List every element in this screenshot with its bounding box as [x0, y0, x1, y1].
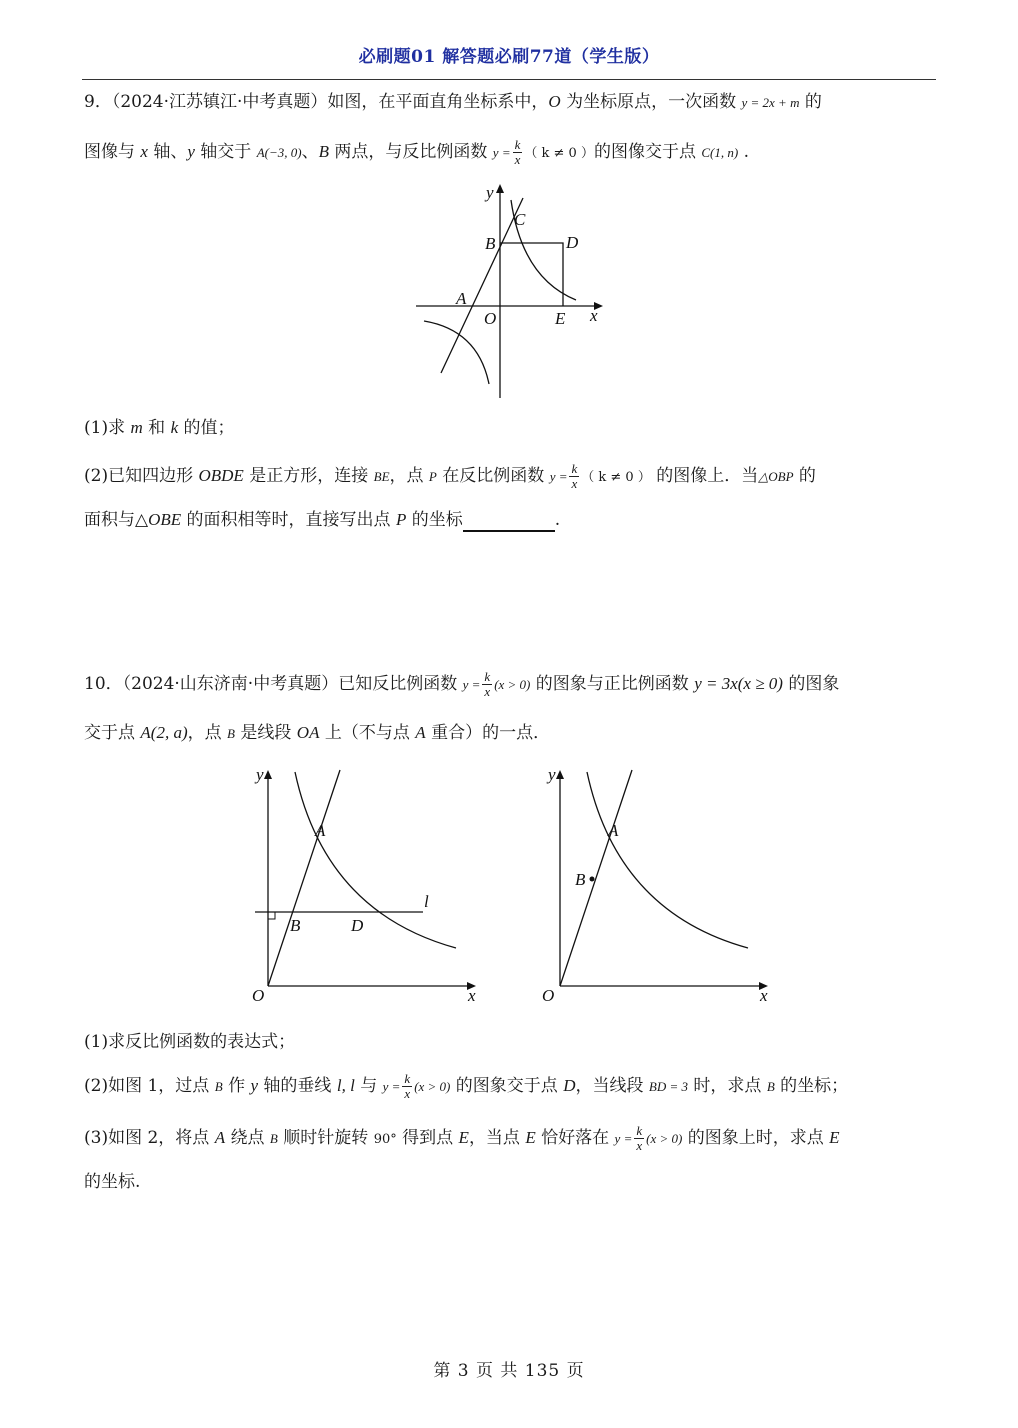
point-b: B	[227, 726, 235, 741]
text: 的坐标；	[774, 1076, 849, 1096]
linear-graph	[441, 198, 523, 373]
text: 的图象	[782, 674, 840, 694]
label-x: x	[760, 986, 768, 1005]
text: 轴、	[147, 142, 188, 162]
point-b: B	[318, 142, 329, 161]
point-a: A	[214, 1128, 226, 1147]
q9-intro: 9．（2024·江苏镇江·中考真题）如图，在平面直角坐标系中，	[84, 92, 549, 112]
hyperbola-branch-left	[424, 321, 489, 384]
var-p: P	[428, 469, 437, 484]
condition: (x > 0)	[494, 677, 531, 692]
segment-oa: OA	[296, 723, 320, 742]
text: 的图像上．当	[650, 466, 759, 486]
condition: （ k ≠ 0 ）	[581, 470, 651, 485]
fraction-k-over-x	[482, 670, 492, 699]
q10-line2	[84, 721, 550, 746]
frac-den: x	[484, 684, 491, 699]
text: 交于点	[84, 723, 141, 743]
y-arrow	[496, 184, 504, 193]
line-l: l, l	[336, 1076, 355, 1095]
q10-figure-2	[532, 762, 782, 1012]
text: 图像与	[84, 142, 141, 162]
text: .	[554, 510, 561, 530]
origin-symbol: O	[548, 92, 561, 111]
var-obp: △OBP	[758, 469, 794, 484]
point-d: D	[563, 1076, 576, 1095]
label-y: y	[548, 765, 556, 784]
y-equals: y =	[462, 677, 481, 692]
text: 是线段	[234, 723, 297, 743]
text: 轴的垂线	[258, 1076, 337, 1096]
label-d: D	[351, 916, 364, 935]
fraction-k-over-x	[402, 1072, 412, 1101]
label-x: x	[590, 306, 598, 325]
point-b: B	[766, 1079, 775, 1094]
q10-part1	[84, 1030, 295, 1054]
text: 上（不与点	[319, 723, 416, 743]
linear-function: y = 2x + m	[741, 95, 800, 110]
q9-line1	[84, 90, 822, 115]
frac-den: x	[404, 1086, 411, 1101]
label-c: C	[514, 210, 526, 229]
label-a: A	[315, 821, 326, 840]
y-equals: y =	[614, 1131, 633, 1146]
text: 的图象交于点	[450, 1076, 564, 1096]
text: 的	[793, 466, 816, 486]
point-e: E	[525, 1128, 536, 1147]
text: (1)求	[84, 418, 131, 438]
point-e: E	[829, 1128, 840, 1147]
proportional-function: y = 3x	[694, 674, 738, 693]
var-x: x	[140, 142, 148, 161]
proportional-line	[268, 770, 340, 986]
text: (3)如图 2，将点	[84, 1128, 215, 1148]
text: 的图像交于点	[593, 142, 702, 162]
condition: (x > 0)	[646, 1131, 683, 1146]
q10-part3-line1	[84, 1124, 840, 1153]
text: (1)求反比例函数的表达式；	[84, 1032, 296, 1052]
text: 轴交于	[194, 142, 257, 162]
point-b: B	[214, 1079, 223, 1094]
text: 为坐标原点，一次函数	[560, 92, 742, 112]
text: ，当线段	[575, 1076, 649, 1096]
var-m: m	[130, 418, 143, 437]
q10-part2	[84, 1072, 848, 1101]
right-angle-mark	[268, 912, 275, 919]
label-o: O	[542, 986, 555, 1005]
y-equals: y =	[549, 469, 568, 484]
page-header: 必刷题01 解答题必刷77道（学生版）	[358, 47, 660, 67]
fraction-k-over-x	[634, 1124, 644, 1153]
point-b-dot	[590, 877, 595, 882]
text: ，点	[187, 723, 228, 743]
text: (2)如图 1，过点	[84, 1076, 215, 1096]
label-e: E	[555, 309, 566, 328]
text: 绕点	[225, 1128, 270, 1148]
text: 两点，与反比例函数	[328, 142, 493, 162]
label-y: y	[486, 183, 494, 202]
text: ，点	[389, 466, 429, 486]
q9-part2-line1	[84, 462, 816, 491]
point-e: E	[458, 1128, 469, 1147]
text: 、	[301, 142, 319, 162]
text: 的图象上时，求点	[682, 1128, 830, 1148]
text: 在反比例函数	[436, 466, 550, 486]
label-o: O	[252, 986, 265, 1005]
label-l: l	[424, 892, 429, 911]
label-b: B	[485, 234, 496, 253]
fraction-k-over-x	[513, 138, 523, 167]
condition: (x ≥ 0)	[737, 674, 783, 693]
text: 顺时针旋转	[277, 1128, 374, 1148]
q10-figure-1	[240, 762, 490, 1012]
var-y: y	[187, 142, 195, 161]
point-a: A	[415, 723, 426, 742]
y-equals: y =	[492, 145, 511, 160]
label-x: x	[468, 986, 476, 1005]
text: 重合）的一点．	[425, 723, 551, 743]
angle-90: 90°	[373, 1132, 397, 1147]
label-a: A	[608, 821, 619, 840]
point-a: A(2, a)	[140, 723, 188, 742]
square-obde	[500, 243, 563, 306]
answer-blank	[463, 512, 555, 532]
q9-part1	[84, 416, 235, 440]
condition: (x > 0)	[414, 1079, 451, 1094]
var-obe: OBE	[148, 510, 182, 529]
frac-den: x	[571, 476, 578, 491]
point-b: B	[269, 1131, 278, 1146]
text: ，当点	[468, 1128, 526, 1148]
fraction-k-over-x	[569, 462, 579, 491]
frac-num: k	[484, 669, 491, 684]
label-b: B	[290, 916, 301, 935]
text: 的图象与正比例函数	[530, 674, 695, 694]
frac-den: x	[514, 152, 521, 167]
page-footer: 第 3 页 共 135 页	[433, 1361, 585, 1381]
header-divider	[82, 79, 936, 80]
frac-num: k	[404, 1071, 411, 1086]
text: 是正方形，连接	[243, 466, 374, 486]
text: 的坐标.	[84, 1172, 141, 1192]
q9-figure	[410, 178, 610, 403]
point-c: C(1, n)	[701, 145, 739, 160]
q10-part3-line2	[84, 1170, 140, 1194]
q9-line2	[84, 138, 749, 167]
q10-line1	[84, 670, 839, 699]
y-equals: y =	[382, 1079, 401, 1094]
var-k: k	[170, 418, 179, 437]
segment-bd: BD = 3	[648, 1079, 688, 1094]
var-y: y	[250, 1076, 259, 1095]
q10-intro: 10．（2024·山东济南·中考真题）已知反比例函数	[84, 674, 463, 694]
frac-num: k	[636, 1123, 643, 1138]
text: 时，求点	[688, 1076, 767, 1096]
frac-den: x	[636, 1138, 643, 1153]
text: 与	[354, 1076, 383, 1096]
y-arrow	[264, 770, 272, 779]
y-arrow	[556, 770, 564, 779]
text: 作	[222, 1076, 251, 1096]
text: (2)已知四边形	[84, 466, 199, 486]
label-b: B	[575, 870, 586, 889]
text: 得到点	[396, 1128, 459, 1148]
condition: （ k ≠ 0 ）	[524, 146, 594, 161]
text: 和	[142, 418, 171, 438]
text: .	[738, 142, 750, 162]
point-a: A(−3, 0)	[256, 145, 302, 160]
hyperbola	[587, 772, 748, 948]
text: 面积与△	[84, 510, 149, 530]
q9-part2-line2	[84, 508, 560, 532]
var-be: BE	[373, 469, 390, 484]
label-o: O	[484, 309, 497, 328]
var-p: P	[395, 510, 407, 529]
label-d: D	[566, 233, 579, 252]
text: 的	[799, 92, 822, 112]
hyperbola	[295, 772, 456, 948]
text: 的值；	[178, 418, 235, 438]
proportional-line	[560, 770, 632, 986]
label-y: y	[256, 765, 264, 784]
frac-num: k	[571, 461, 578, 476]
label-a: A	[456, 289, 467, 308]
text: 的面积相等时，直接写出点	[181, 510, 396, 530]
text: 恰好落在	[535, 1128, 615, 1148]
text: 的坐标	[406, 510, 463, 530]
var-obde: OBDE	[198, 466, 244, 485]
frac-num: k	[514, 137, 521, 152]
